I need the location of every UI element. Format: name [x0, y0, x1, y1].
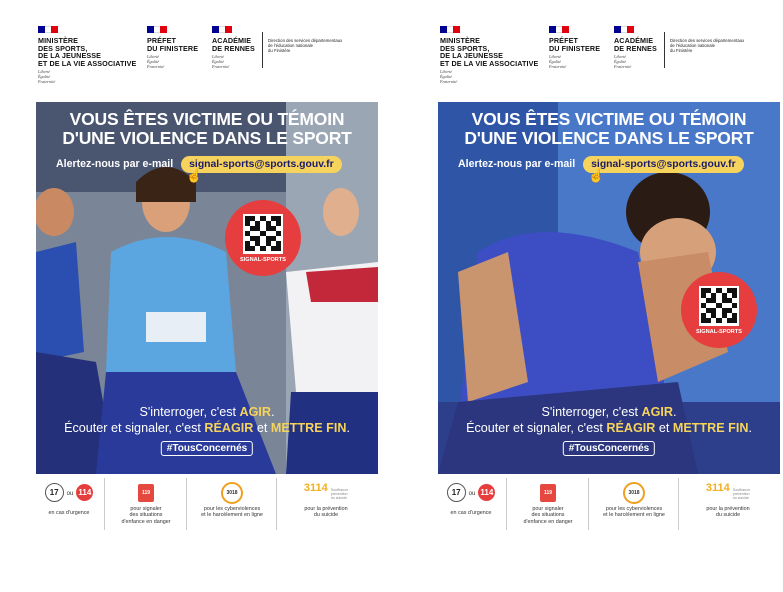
number-3114-logo: 3114: [303, 482, 328, 494]
suicide-text: pour la prévention du suicide: [304, 506, 348, 519]
number-3114-logo: 3114: [705, 482, 730, 494]
hashtag-badge: #TousConcernés: [563, 441, 655, 456]
urgence-text: en cas d'urgence: [450, 510, 492, 516]
number-17-icon: 17: [45, 483, 64, 502]
alert-label: Alertez-nous par e-mail: [56, 158, 174, 170]
header-divider: [262, 32, 263, 68]
footer-3018: [188, 478, 276, 536]
number-3018-icon: 3018: [221, 482, 243, 504]
dsden-label: Direction des services départementaux de l'éducation nationale du Finistère: [268, 38, 343, 54]
prefet-name: PRÉFET DU FINISTERE: [549, 36, 601, 53]
poster-header: [438, 26, 780, 88]
prefet-motto: Liberté Égalité Fraternité: [147, 54, 165, 70]
poster-title: VOUS ÊTES VICTIME OU TÉMOIN D'UNE VIOLENCE DANS LE SPORT: [62, 109, 352, 148]
academie-motto: Liberté Égalité Fraternité: [614, 54, 632, 70]
marianne-flag-icon: [614, 26, 634, 33]
prefet-logo: [549, 26, 600, 69]
cyber-text: pour les cyberviolences et le harcèlement en ligne: [201, 506, 263, 519]
prefet-motto: Liberté Égalité Fraternité: [549, 54, 567, 70]
ministere-name: MINISTÈRE DES SPORTS, DE LA JEUNESSE ET DE LA VIE ASSOCIATIVE: [440, 36, 539, 68]
cyber-text: pour les cyberviolences et le harcèlement en ligne: [603, 506, 665, 519]
header-divider: [664, 32, 665, 68]
phone-119-icon: 119: [540, 484, 556, 502]
prefet-name: PRÉFET DU FINISTERE: [147, 36, 199, 53]
suicide-text: pour la prévention du suicide: [706, 506, 750, 519]
poster-title: VOUS ÊTES VICTIME OU TÉMOIN D'UNE VIOLENCE DANS LE SPORT: [464, 109, 754, 148]
poster-visual: [36, 102, 378, 474]
ministere-logo: [440, 26, 538, 84]
poster-left: [36, 0, 378, 540]
academie-motto: Liberté Égalité Fraternité: [212, 54, 230, 70]
footer-urgence: 17 ou 114 en cas d'urgence: [438, 478, 504, 536]
tagline-line2: Écouter et signaler, c'est RÉAGIR et METTRE FIN.: [64, 421, 350, 435]
qr-label: SIGNAL-SPORTS: [240, 256, 286, 263]
qr-code-badge[interactable]: [681, 272, 757, 348]
footer-119: [106, 478, 186, 536]
academie-logo: [614, 26, 657, 69]
number-3018-icon: 3018: [623, 482, 645, 504]
prefet-logo: [147, 26, 198, 69]
enfance-text: pour signaler des situations d'enfance en danger: [121, 506, 171, 525]
ministere-logo: [38, 26, 136, 84]
footer-3114: 3114 Souffrance prévention du suicide pour la prévention du suicide: [278, 478, 374, 536]
email-link[interactable]: signal-sports@sports.gouv.fr: [181, 156, 341, 173]
urgence-text: en cas d'urgence: [48, 510, 90, 516]
footer-3018: [590, 478, 678, 536]
poster-visual: [438, 102, 780, 474]
ministere-motto: Liberté Égalité Fraternité: [38, 69, 56, 85]
ministere-name: MINISTÈRE DES SPORTS, DE LA JEUNESSE ET DE LA VIE ASSOCIATIVE: [38, 36, 137, 68]
tagline-line2: Écouter et signaler, c'est RÉAGIR et METTRE FIN.: [466, 421, 752, 435]
academie-name: ACADÉMIE DE RENNES: [212, 36, 255, 53]
marianne-flag-icon: [38, 26, 58, 33]
qr-code-icon: [699, 286, 739, 326]
tagline-line1: S'interroger, c'est AGIR.: [541, 405, 677, 419]
enfance-text: pour signaler des situations d'enfance en danger: [523, 506, 573, 525]
phone-119-icon: 119: [138, 484, 154, 502]
footer-3114: 3114 Souffrance prévention du suicide pour la prévention du suicide: [680, 478, 776, 536]
hotline-footer: [36, 478, 378, 536]
marianne-flag-icon: [212, 26, 232, 33]
footer-119: [508, 478, 588, 536]
qr-code-icon: [243, 214, 283, 254]
hand-pointer-icon: ☝: [588, 168, 605, 183]
marianne-flag-icon: [549, 26, 569, 33]
qr-label: SIGNAL-SPORTS: [696, 328, 742, 335]
academie-name: ACADÉMIE DE RENNES: [614, 36, 657, 53]
poster-header: [36, 26, 378, 88]
number-114-icon: 114: [76, 484, 93, 501]
qr-code-badge[interactable]: [225, 200, 301, 276]
ministere-motto: Liberté Égalité Fraternité: [440, 69, 458, 85]
academie-logo: [212, 26, 255, 69]
poster-right: [438, 0, 780, 540]
dsden-label: Direction des services départementaux de l'éducation nationale du Finistère: [670, 38, 745, 54]
marianne-flag-icon: [147, 26, 167, 33]
tagline-line1: S'interroger, c'est AGIR.: [139, 405, 275, 419]
number-17-icon: 17: [447, 483, 466, 502]
number-114-icon: 114: [478, 484, 495, 501]
email-link[interactable]: signal-sports@sports.gouv.fr: [583, 156, 743, 173]
hand-pointer-icon: ☝: [186, 168, 203, 183]
alert-label: Alertez-nous par e-mail: [458, 158, 576, 170]
footer-urgence: 17 ou 114 en cas d'urgence: [36, 478, 102, 536]
hashtag-badge: #TousConcernés: [161, 441, 253, 456]
hotline-footer: [438, 478, 780, 536]
marianne-flag-icon: [440, 26, 460, 33]
